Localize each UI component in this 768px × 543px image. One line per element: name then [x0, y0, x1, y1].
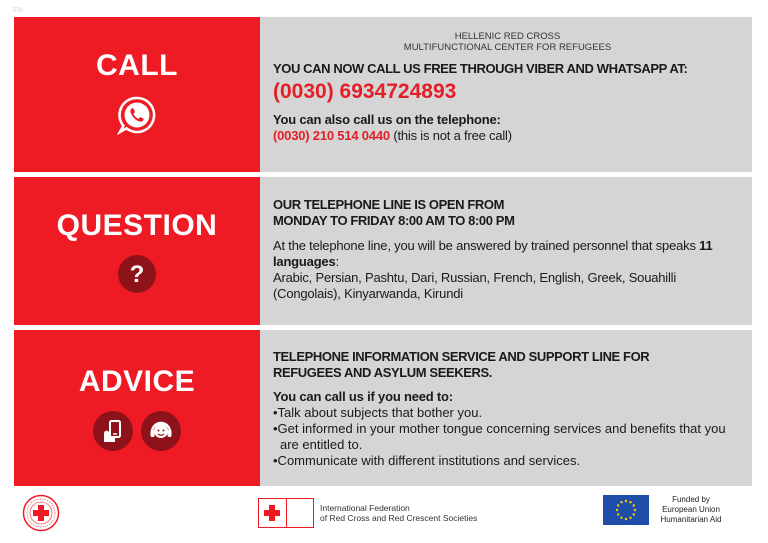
- advice-panel: [14, 330, 260, 486]
- phone-hand-icon: [93, 411, 133, 451]
- headset-person-icon: [141, 411, 181, 451]
- advice-bullet: •Get informed in your mother tongue concerning services and benefits that you are entitled to.: [273, 421, 726, 452]
- call-panel: [14, 17, 260, 172]
- ifrc-name: International Federation of Red Cross and Red Crescent Societies: [320, 503, 478, 523]
- question-info: [260, 177, 752, 325]
- telephone-intro: You can also call us on the telephone:: [273, 112, 501, 127]
- eu-funding-text: Funded by European Union Humanitarian Aid: [660, 495, 722, 524]
- question-mark-icon: [118, 255, 156, 293]
- advice-info: [260, 330, 752, 486]
- colon: :: [335, 254, 339, 269]
- telephone-number[interactable]: (0030) 210 514 0440: [273, 128, 390, 143]
- telephone-note: (this is not a free call): [389, 128, 512, 143]
- advice-bullet: •Talk about subjects that bother you.: [273, 405, 483, 420]
- footer: [0, 486, 768, 543]
- call-info: [260, 17, 752, 172]
- language-label: EN: [13, 7, 23, 14]
- question-title: QUESTION: [56, 209, 218, 242]
- advice-bullets: [273, 405, 742, 469]
- call-title: CALL: [96, 49, 178, 82]
- question-panel: [14, 177, 260, 325]
- advice-icons: [93, 411, 181, 451]
- advice-section: [14, 330, 752, 486]
- telephone-line: [273, 128, 742, 144]
- staff-text-block: [273, 238, 742, 270]
- advice-headline-2: REFUGEES AND ASYLUM SEEKERS.: [273, 365, 492, 380]
- red-cross-crescent-emblem: [258, 498, 314, 528]
- organization-name: HELLENIC RED CROSS MULTIFUNCTIONAL CENTER FOR REFUGEES: [403, 31, 612, 53]
- free-phone-number[interactable]: (0030) 6934724893: [273, 80, 457, 103]
- question-section: [14, 177, 752, 325]
- hours-line-2: MONDAY TO FRIDAY 8:00 AM TO 8:00 PM: [273, 213, 515, 228]
- staff-text: At the telephone line, you will be answered by trained personnel that speaks: [273, 238, 700, 253]
- call-section: [14, 17, 752, 172]
- advice-title: ADVICE: [78, 365, 196, 398]
- advice-intro: You can call us if you need to:: [273, 389, 453, 404]
- svg-text:?: ?: [129, 262, 145, 286]
- hellenic-red-cross-logo: [22, 494, 60, 537]
- advice-headline-1: TELEPHONE INFORMATION SERVICE AND SUPPORT LINE FOR: [273, 349, 650, 364]
- languages-count: 11 languages: [273, 238, 713, 269]
- advice-bullet: •Communicate with different institutions and services.: [273, 453, 581, 468]
- whatsapp-icon: [117, 95, 157, 140]
- ifrc-logo: [258, 498, 477, 528]
- languages-list: Arabic, Persian, Pashtu, Dari, Russian, French, English, Greek, Souahilli (Congolais), Kinyarwanda, Kirundi: [273, 270, 677, 301]
- call-headline: YOU CAN NOW CALL US FREE THROUGH VIBER AND WHATSAPP AT:: [273, 61, 688, 76]
- hours-line-1: OUR TELEPHONE LINE IS OPEN FROM: [273, 197, 505, 212]
- eu-flag-icon: [603, 495, 649, 530]
